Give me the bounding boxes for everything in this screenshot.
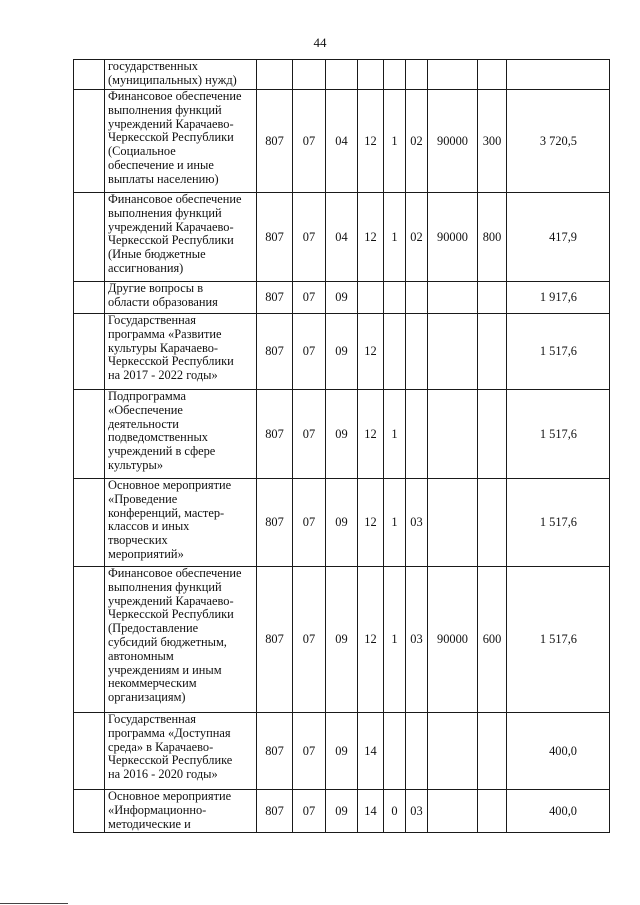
direction-code: [428, 60, 478, 90]
direction-code: [428, 479, 478, 567]
expense-type-code: [478, 390, 507, 479]
subprogram-code: 1: [384, 479, 406, 567]
subsection-code: 09: [326, 314, 358, 390]
subsection-code: 04: [326, 90, 358, 193]
subsection-code: 09: [326, 282, 358, 314]
table-row: [74, 282, 610, 314]
section-code: 07: [293, 567, 326, 713]
ved-code: 807: [257, 390, 293, 479]
program-code: 12: [358, 390, 384, 479]
amount: 400,0: [507, 713, 610, 790]
section-code: 07: [293, 479, 326, 567]
page-number: 44: [313, 35, 327, 50]
program-code: 12: [358, 90, 384, 193]
activity-code: 02: [406, 193, 428, 282]
subprogram-code: [384, 314, 406, 390]
section-code: 07: [293, 282, 326, 314]
table-row: [74, 90, 610, 193]
activity-code: [406, 314, 428, 390]
row-description: Другие вопросы в области образования: [105, 282, 257, 314]
section-code: 07: [293, 193, 326, 282]
direction-code: 90000: [428, 90, 478, 193]
table-row: [74, 567, 610, 713]
table-row: [74, 713, 610, 790]
subsection-code: 09: [326, 713, 358, 790]
program-code: 14: [358, 713, 384, 790]
direction-code: [428, 390, 478, 479]
subprogram-code: 1: [384, 90, 406, 193]
amount: 1 517,6: [507, 567, 610, 713]
amount: 1 517,6: [507, 479, 610, 567]
program-code: 12: [358, 193, 384, 282]
amount: 417,9: [507, 193, 610, 282]
row-margin-cell: [74, 713, 105, 790]
expense-type-code: [478, 60, 507, 90]
budget-table: [73, 59, 610, 833]
table-row: [74, 479, 610, 567]
subsection-code: [326, 60, 358, 90]
activity-code: 03: [406, 567, 428, 713]
ved-code: 807: [257, 567, 293, 713]
ved-code: 807: [257, 479, 293, 567]
row-margin-cell: [74, 790, 105, 833]
table-row: [74, 60, 610, 90]
subprogram-code: [384, 282, 406, 314]
row-margin-cell: [74, 390, 105, 479]
program-code: 12: [358, 567, 384, 713]
row-description: Финансовое обеспечение выполнения функций учреждений Карачаево- Черкесской Республики (Предоставление субсидий бюджетным, автономным учреждениям и иным некоммерческим организациям): [105, 567, 257, 713]
amount: 1 517,6: [507, 314, 610, 390]
row-description: Финансовое обеспечение выполнения функций учреждений Карачаево- Черкесской Республики (Социальное обеспечение и иные выплаты населению): [105, 90, 257, 193]
subsection-code: 04: [326, 193, 358, 282]
subprogram-code: [384, 60, 406, 90]
row-description: Основное мероприятие «Информационно- методические и: [105, 790, 257, 833]
activity-code: [406, 282, 428, 314]
amount: [507, 60, 610, 90]
row-description: Государственная программа «Развитие культуры Карачаево- Черкесской Республики на 2017 - 2022 годы»: [105, 314, 257, 390]
section-code: 07: [293, 314, 326, 390]
activity-code: [406, 390, 428, 479]
expense-type-code: 300: [478, 90, 507, 193]
amount: 1 517,6: [507, 390, 610, 479]
row-margin-cell: [74, 193, 105, 282]
table-row: [74, 390, 610, 479]
row-description: Финансовое обеспечение выполнения функций учреждений Карачаево- Черкесской Республики (Иные бюджетные ассигнования): [105, 193, 257, 282]
scan-edge-line: [0, 903, 68, 904]
activity-code: 03: [406, 790, 428, 833]
subsection-code: 09: [326, 479, 358, 567]
activity-code: [406, 60, 428, 90]
activity-code: [406, 713, 428, 790]
subprogram-code: 1: [384, 567, 406, 713]
row-description: государственных (муниципальных) нужд): [105, 60, 257, 90]
ved-code: [257, 60, 293, 90]
row-margin-cell: [74, 314, 105, 390]
program-code: 12: [358, 479, 384, 567]
expense-type-code: [478, 790, 507, 833]
row-description: Подпрограмма «Обеспечение деятельности подведомственных учреждений в сфере культуры»: [105, 390, 257, 479]
expense-type-code: [478, 282, 507, 314]
subprogram-code: 1: [384, 193, 406, 282]
activity-code: 03: [406, 479, 428, 567]
subprogram-code: [384, 713, 406, 790]
section-code: 07: [293, 790, 326, 833]
row-margin-cell: [74, 90, 105, 193]
expense-type-code: 800: [478, 193, 507, 282]
section-code: 07: [293, 390, 326, 479]
direction-code: [428, 790, 478, 833]
activity-code: 02: [406, 90, 428, 193]
table-row: [74, 314, 610, 390]
subsection-code: 09: [326, 567, 358, 713]
direction-code: 90000: [428, 193, 478, 282]
row-margin-cell: [74, 282, 105, 314]
ved-code: 807: [257, 90, 293, 193]
row-description: Государственная программа «Доступная среда» в Карачаево- Черкесской Республике на 2016 - 2020 годы»: [105, 713, 257, 790]
subsection-code: 09: [326, 390, 358, 479]
row-margin-cell: [74, 567, 105, 713]
section-code: 07: [293, 90, 326, 193]
table-row: [74, 193, 610, 282]
ved-code: 807: [257, 314, 293, 390]
program-code: 12: [358, 314, 384, 390]
amount: 3 720,5: [507, 90, 610, 193]
ved-code: 807: [257, 282, 293, 314]
ved-code: 807: [257, 790, 293, 833]
row-description: Основное мероприятие «Проведение конференций, мастер- классов и иных творческих мероприятий»: [105, 479, 257, 567]
row-margin-cell: [74, 60, 105, 90]
section-code: [293, 60, 326, 90]
amount: 1 917,6: [507, 282, 610, 314]
expense-type-code: [478, 713, 507, 790]
direction-code: [428, 282, 478, 314]
ved-code: 807: [257, 713, 293, 790]
expense-type-code: [478, 479, 507, 567]
subsection-code: 09: [326, 790, 358, 833]
table-row: [74, 790, 610, 833]
row-margin-cell: [74, 479, 105, 567]
program-code: [358, 282, 384, 314]
direction-code: 90000: [428, 567, 478, 713]
amount: 400,0: [507, 790, 610, 833]
subprogram-code: 1: [384, 390, 406, 479]
program-code: [358, 60, 384, 90]
ved-code: 807: [257, 193, 293, 282]
program-code: 14: [358, 790, 384, 833]
direction-code: [428, 713, 478, 790]
subprogram-code: 0: [384, 790, 406, 833]
direction-code: [428, 314, 478, 390]
expense-type-code: 600: [478, 567, 507, 713]
section-code: 07: [293, 713, 326, 790]
expense-type-code: [478, 314, 507, 390]
